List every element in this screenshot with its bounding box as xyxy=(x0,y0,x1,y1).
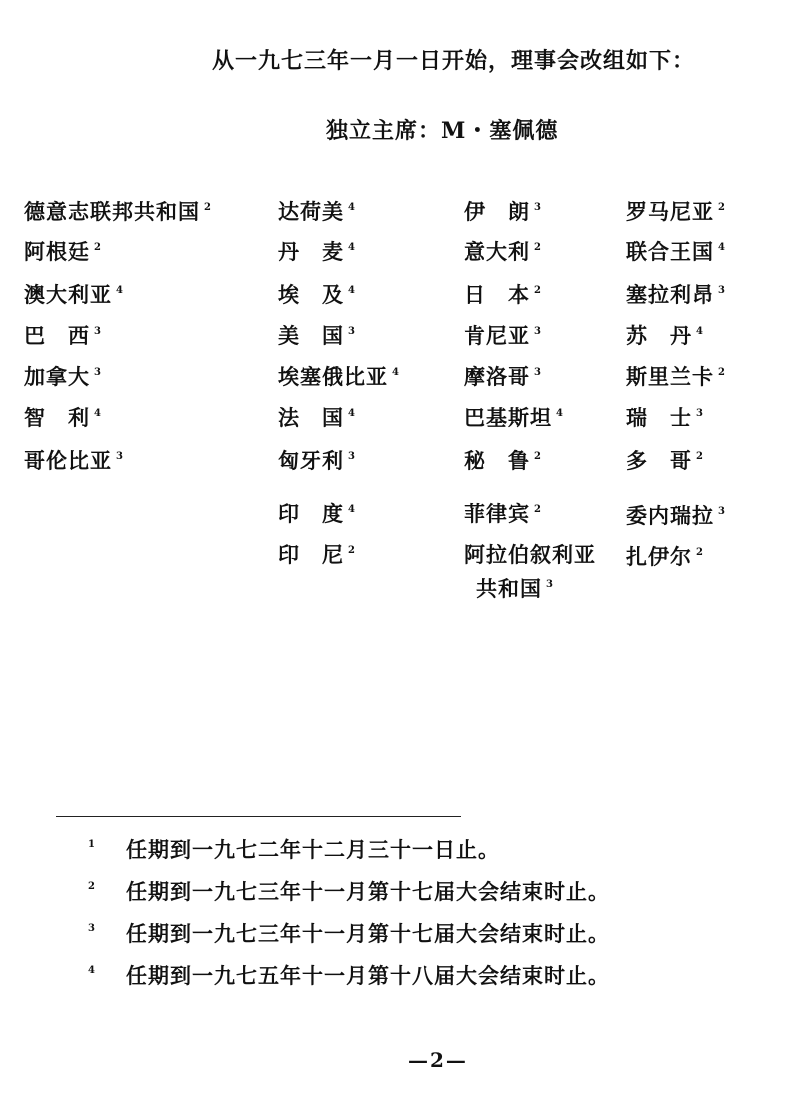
footnote-ref: 3 xyxy=(546,579,554,590)
member-entry xyxy=(278,236,356,266)
member-entry xyxy=(464,539,596,603)
footnote-ref: 3 xyxy=(696,408,704,419)
member-entry xyxy=(464,402,564,432)
member-entry xyxy=(24,402,102,432)
member-entry xyxy=(626,236,726,266)
member-name: 扎伊尔 xyxy=(626,544,692,569)
member-name: 埃塞俄比亚 xyxy=(278,364,388,389)
footnote-ref: 4 xyxy=(348,504,356,515)
member-entry xyxy=(278,320,356,350)
footnote-ref: 3 xyxy=(534,367,542,378)
member-name: 伊 朗 xyxy=(464,199,530,224)
member-entry xyxy=(24,320,102,350)
member-name: 阿拉伯叙利亚 xyxy=(464,542,596,567)
footnote-ref: 2 xyxy=(534,451,542,462)
footnote xyxy=(88,960,610,990)
footnote xyxy=(88,834,500,864)
member-entry xyxy=(464,196,542,226)
footnote-ref: 2 xyxy=(534,242,542,253)
footnote-ref: 4 xyxy=(348,408,356,419)
member-name: 联合王国 xyxy=(626,239,714,264)
member-entry xyxy=(626,541,704,571)
member-entry xyxy=(464,361,542,391)
member-name: 巴基斯坦 xyxy=(464,405,552,430)
footnote-mark: 1 xyxy=(88,839,96,850)
member-entry xyxy=(626,500,726,530)
member-name: 塞拉利昂 xyxy=(626,282,714,307)
member-name: 瑞 士 xyxy=(626,405,692,430)
footnote-ref: 2 xyxy=(696,547,704,558)
footnote-ref: 4 xyxy=(556,408,564,419)
member-entry xyxy=(278,498,356,528)
member-entry xyxy=(24,196,212,226)
member-name: 美 国 xyxy=(278,323,344,348)
member-name-continued xyxy=(464,573,596,603)
footnote-ref: 4 xyxy=(348,285,356,296)
member-name: 阿根廷 xyxy=(24,239,90,264)
footnote-text: 任期到一九七五年十一月第十八届大会结束时止。 xyxy=(126,963,610,988)
member-name: 埃 及 xyxy=(278,282,344,307)
member-entry xyxy=(24,279,124,309)
member-entry xyxy=(278,196,356,226)
member-entry xyxy=(464,445,542,475)
footnote-ref: 3 xyxy=(348,326,356,337)
member-name: 斯里兰卡 xyxy=(626,364,714,389)
footnote-ref: 2 xyxy=(534,504,542,515)
member-name: 意大利 xyxy=(464,239,530,264)
footnote-ref: 2 xyxy=(718,202,726,213)
member-entry xyxy=(278,361,400,391)
footnote-ref: 2 xyxy=(534,285,542,296)
member-entry xyxy=(626,402,704,432)
footnote-ref: 3 xyxy=(534,202,542,213)
member-name: 罗马尼亚 xyxy=(626,199,714,224)
member-name: 印 度 xyxy=(278,501,344,526)
member-name: 德意志联邦共和国 xyxy=(24,199,200,224)
member-name: 匈牙利 xyxy=(278,448,344,473)
footnote-ref: 2 xyxy=(696,451,704,462)
page-number: —2— xyxy=(408,1048,468,1072)
member-name: 日 本 xyxy=(464,282,530,307)
member-name: 印 尼 xyxy=(278,542,344,567)
member-name: 秘 鲁 xyxy=(464,448,530,473)
footnote-ref: 4 xyxy=(348,202,356,213)
member-entry xyxy=(626,320,704,350)
footnote-ref: 3 xyxy=(94,326,102,337)
member-entry xyxy=(464,320,542,350)
footnote-ref: 3 xyxy=(534,326,542,337)
footnote-ref: 4 xyxy=(696,326,704,337)
member-name: 苏 丹 xyxy=(626,323,692,348)
member-name: 加拿大 xyxy=(24,364,90,389)
member-name: 肯尼亚 xyxy=(464,323,530,348)
member-name: 摩洛哥 xyxy=(464,364,530,389)
footnote-text: 任期到一九七三年十一月第十七届大会结束时止。 xyxy=(126,879,610,904)
footnote-text: 任期到一九七三年十一月第十七届大会结束时止。 xyxy=(126,921,610,946)
footnote-divider xyxy=(56,816,461,817)
footnote-ref: 4 xyxy=(94,408,102,419)
footnote-ref: 4 xyxy=(718,242,726,253)
footnote-ref: 4 xyxy=(392,367,400,378)
member-name: 菲律宾 xyxy=(464,501,530,526)
member-entry xyxy=(626,361,726,391)
member-entry xyxy=(464,498,542,528)
footnote-ref: 2 xyxy=(348,545,356,556)
member-entry xyxy=(24,445,124,475)
member-entry xyxy=(278,279,356,309)
intro-text: 从一九七三年一月一日开始，理事会改组如下： xyxy=(212,48,696,74)
footnote-ref: 2 xyxy=(94,242,102,253)
member-name: 委内瑞拉 xyxy=(626,503,714,528)
footnote-ref: 3 xyxy=(718,506,726,517)
member-name: 智 利 xyxy=(24,405,90,430)
footnote-ref: 2 xyxy=(718,367,726,378)
chairman-line: 独立主席：M・塞佩德 xyxy=(326,118,559,144)
footnote-ref: 3 xyxy=(116,451,124,462)
member-entry xyxy=(464,279,542,309)
footnote-mark: 3 xyxy=(88,923,96,934)
footnote-mark: 2 xyxy=(88,881,96,892)
footnote-text: 任期到一九七二年十二月三十一日止。 xyxy=(126,837,500,862)
member-entry xyxy=(626,196,726,226)
member-entry xyxy=(278,539,356,569)
footnote-ref: 3 xyxy=(94,367,102,378)
member-name: 丹 麦 xyxy=(278,239,344,264)
member-name: 法 国 xyxy=(278,405,344,430)
member-name: 达荷美 xyxy=(278,199,344,224)
footnote xyxy=(88,876,610,906)
member-entry xyxy=(24,236,102,266)
member-name-line2: 共和国 xyxy=(476,576,542,601)
footnote-ref: 4 xyxy=(116,285,124,296)
footnote-mark: 4 xyxy=(88,965,96,976)
footnote-ref: 4 xyxy=(348,242,356,253)
member-name: 澳大利亚 xyxy=(24,282,112,307)
footnote-ref: 2 xyxy=(204,202,212,213)
footnote-ref: 3 xyxy=(348,451,356,462)
member-entry xyxy=(626,279,726,309)
member-name: 哥伦比亚 xyxy=(24,448,112,473)
member-name: 多 哥 xyxy=(626,448,692,473)
member-entry xyxy=(626,445,704,475)
member-entry xyxy=(278,402,356,432)
member-entry xyxy=(464,236,542,266)
member-name: 巴 西 xyxy=(24,323,90,348)
member-entry xyxy=(24,361,102,391)
footnote-ref: 3 xyxy=(718,285,726,296)
member-entry xyxy=(278,445,356,475)
footnote xyxy=(88,918,610,948)
